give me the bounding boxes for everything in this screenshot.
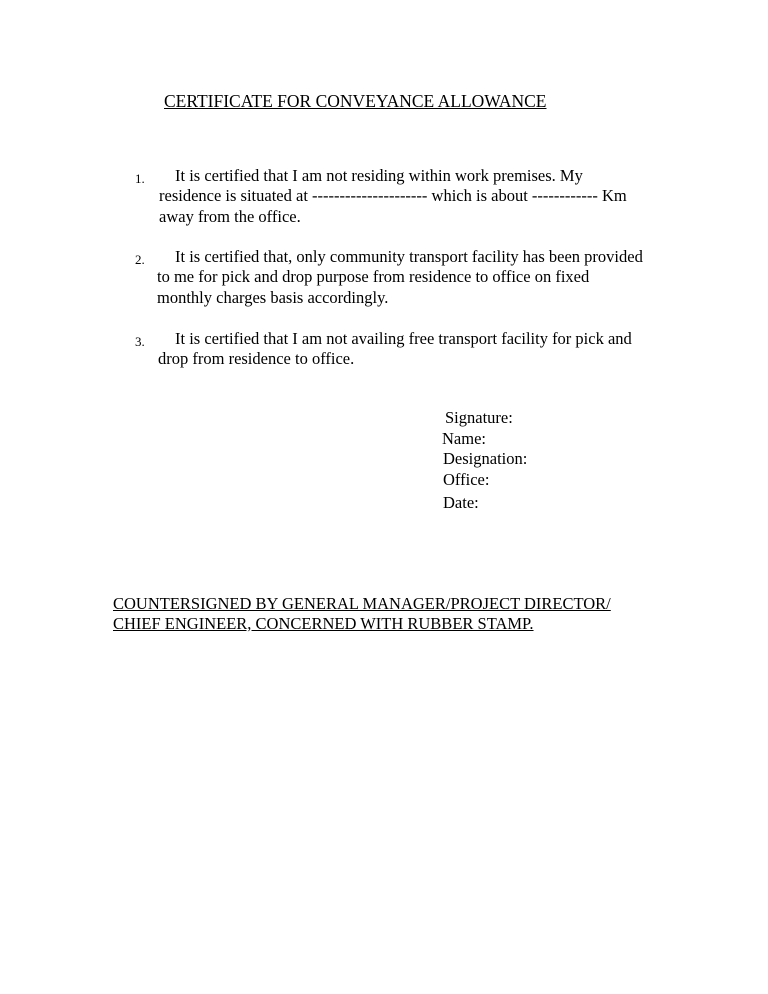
item-number: 1.	[135, 171, 145, 186]
office-label: Office:	[443, 470, 490, 489]
item-number: 2.	[135, 252, 145, 267]
designation-label: Designation:	[443, 449, 528, 468]
countersign-line: CHIEF ENGINEER, CONCERNED WITH RUBBER STAMP.	[113, 614, 534, 633]
item-line: residence is situated at --------------------- which is about ------------ Km	[159, 186, 627, 205]
item-line: It is certified that, only community transport facility has been provided	[175, 247, 643, 266]
name-label: Name:	[442, 429, 486, 448]
signature-label: Signature:	[445, 408, 513, 427]
item-line: to me for pick and drop purpose from residence to office on fixed	[157, 267, 590, 286]
document-title: CERTIFICATE FOR CONVEYANCE ALLOWANCE	[164, 91, 547, 111]
countersign-line: COUNTERSIGNED BY GENERAL MANAGER/PROJECT DIRECTOR/	[113, 594, 611, 613]
item-line: It is certified that I am not residing within work premises. My	[175, 166, 583, 185]
item-line: drop from residence to office.	[158, 349, 355, 368]
item-line: monthly charges basis accordingly.	[157, 288, 389, 307]
item-line: It is certified that I am not availing free transport facility for pick and	[175, 329, 632, 348]
item-number: 3.	[135, 334, 145, 349]
date-label: Date:	[443, 493, 479, 512]
item-line: away from the office.	[159, 207, 301, 226]
